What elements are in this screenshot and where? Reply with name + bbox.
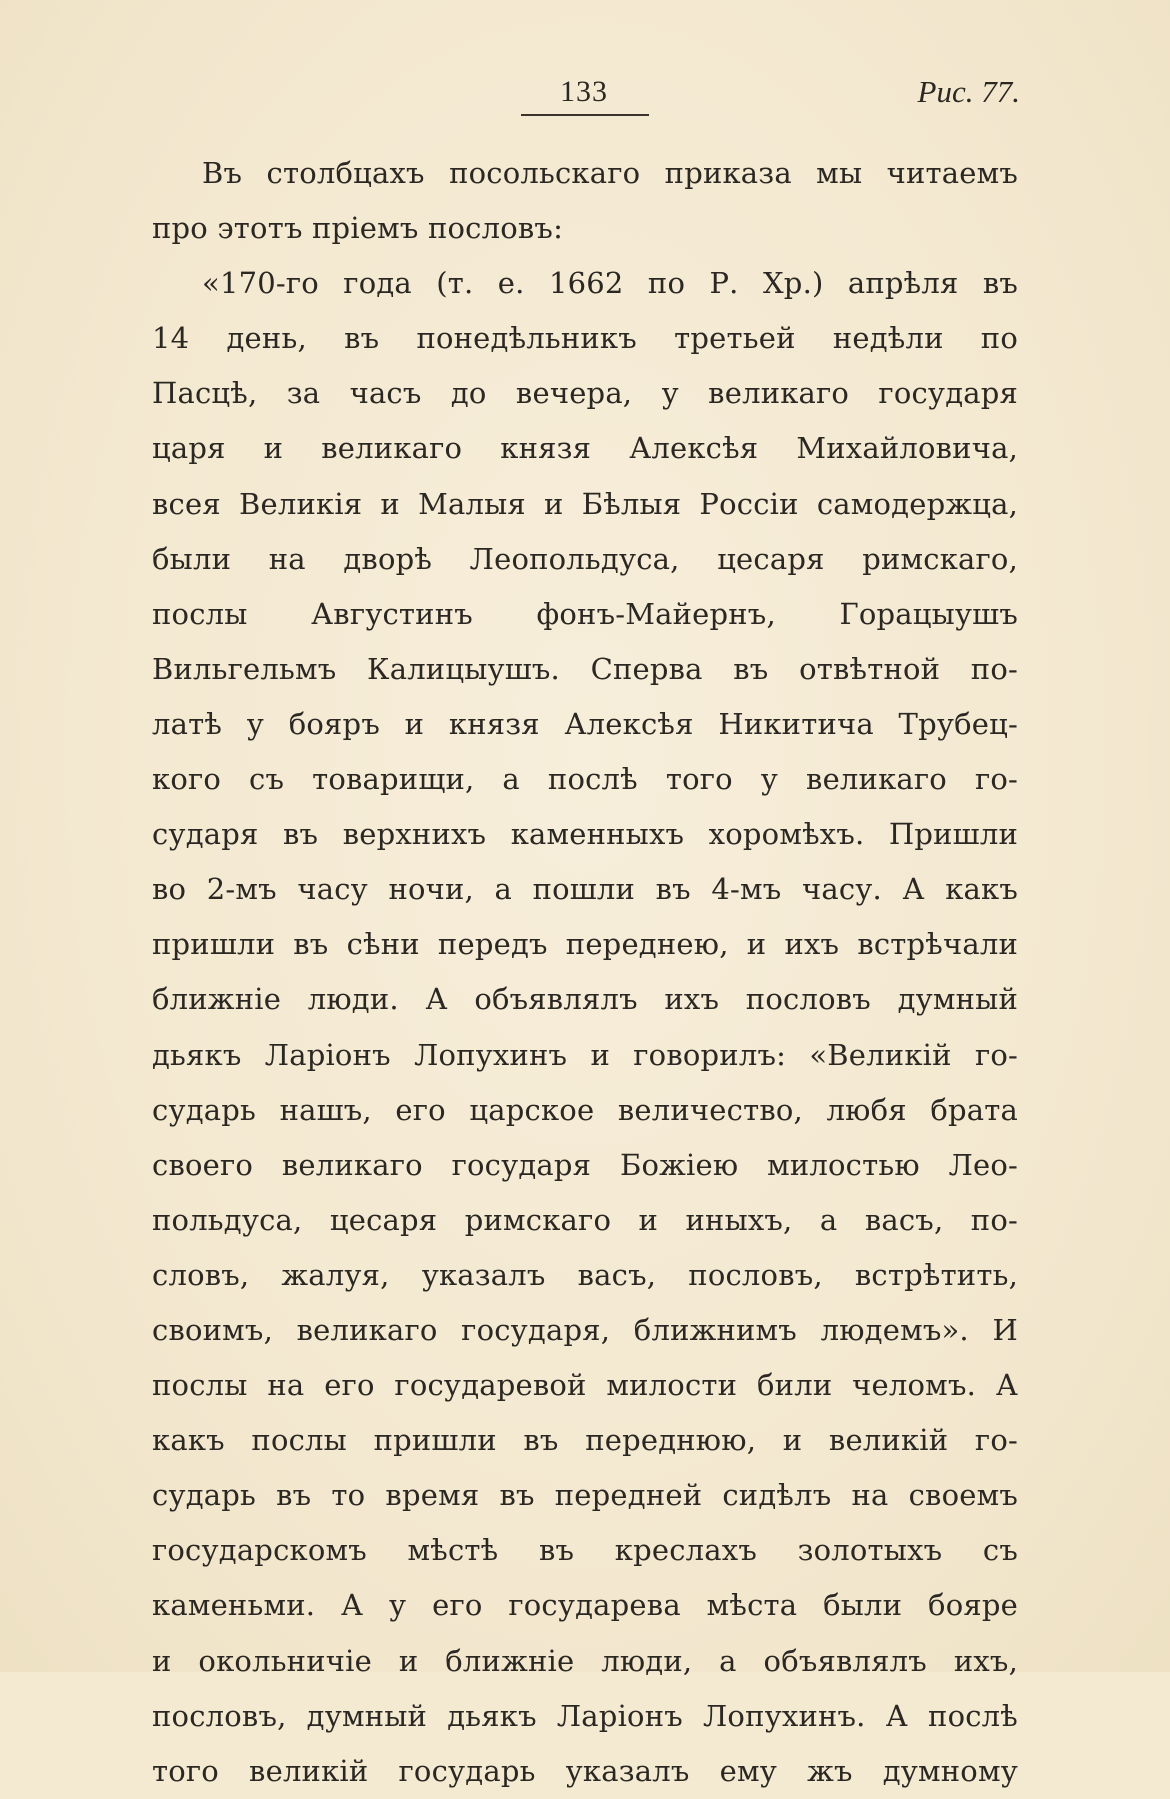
text-line: дьякъ Ларіонъ Лопухинъ и говорилъ: «Великій го- — [152, 1037, 1018, 1072]
text-line: Вильгельмъ Калицыушъ. Сперва въ отвѣтной по- — [152, 651, 1018, 686]
text-line: сударя въ верхнихъ каменныхъ хоромѣхъ. Пришли — [152, 817, 1018, 852]
text-line: послы на его государевой милости били челомъ. А — [152, 1368, 1018, 1403]
text-line: ближніе люди. А объявлялъ ихъ пословъ думный — [152, 982, 1018, 1017]
text-line: польдуса, цесаря римскаго и иныхъ, а васъ, по- — [152, 1202, 1018, 1237]
text-line: каменьми. А у его государева мѣста были бояре — [152, 1588, 1018, 1623]
text-line: государскомъ мѣстѣ въ креслахъ золотыхъ съ — [152, 1533, 1018, 1568]
page-number: 133 — [560, 75, 608, 108]
text-line: 14 день, въ понедѣльникъ третьей недѣли по — [152, 321, 1018, 356]
text-line: пришли въ сѣни передъ переднею, и ихъ встрѣчали — [152, 927, 1018, 962]
page-number-rule — [521, 114, 649, 116]
text-line: сударь нашъ, его царское величество, любя брата — [152, 1092, 1018, 1127]
text-line: послы Августинъ фонъ-Майернъ, Горацыушъ — [152, 596, 1018, 631]
text-line: того великій государь указалъ ему жъ думному — [152, 1753, 1018, 1788]
text-line: своего великаго государя Божіею милостью Лео- — [152, 1147, 1018, 1182]
text-line: своимъ, великаго государя, ближнимъ людемъ». И — [152, 1312, 1018, 1347]
text-line: и окольничіе и ближніе люди, а объявлялъ ихъ, — [152, 1643, 1018, 1678]
figure-reference: Рис. 77. — [917, 74, 1020, 109]
text-line: были на дворѣ Леопольдуса, цесаря римскаго, — [152, 541, 1018, 576]
text-line: «170-го года (т. е. 1662 по Р. Хр.) апрѣля въ — [202, 266, 1018, 301]
text-line: латѣ у бояръ и князя Алексѣя Никитича Трубец- — [152, 706, 1018, 741]
text-line: кого съ товарищи, а послѣ того у великаго го- — [152, 762, 1018, 797]
page-header — [0, 72, 1170, 122]
text-line: словъ, жалуя, указалъ васъ, пословъ, встрѣтить, — [152, 1257, 1018, 1292]
text-line: пословъ, думный дьякъ Ларіонъ Лопухинъ. А послѣ — [152, 1698, 1018, 1733]
text-line: всея Великія и Малыя и Бѣлыя Россіи самодержца, — [152, 486, 1018, 521]
text-line: про этотъ пріемъ пословъ: — [152, 211, 564, 246]
text-line: какъ послы пришли въ переднюю, и великій го- — [152, 1423, 1018, 1458]
text-line: Въ столбцахъ посольскаго приказа мы читаемъ — [202, 156, 1018, 190]
text-body — [152, 146, 1018, 1799]
text-line: сударь въ то время въ передней сидѣлъ на своемъ — [152, 1478, 1018, 1513]
text-line: Пасцѣ, за часъ до вечера, у великаго государя — [152, 376, 1018, 411]
text-line: во 2-мъ часу ночи, а пошли въ 4-мъ часу. А какъ — [152, 872, 1018, 907]
text-line: царя и великаго князя Алексѣя Михайловича, — [152, 431, 1018, 466]
